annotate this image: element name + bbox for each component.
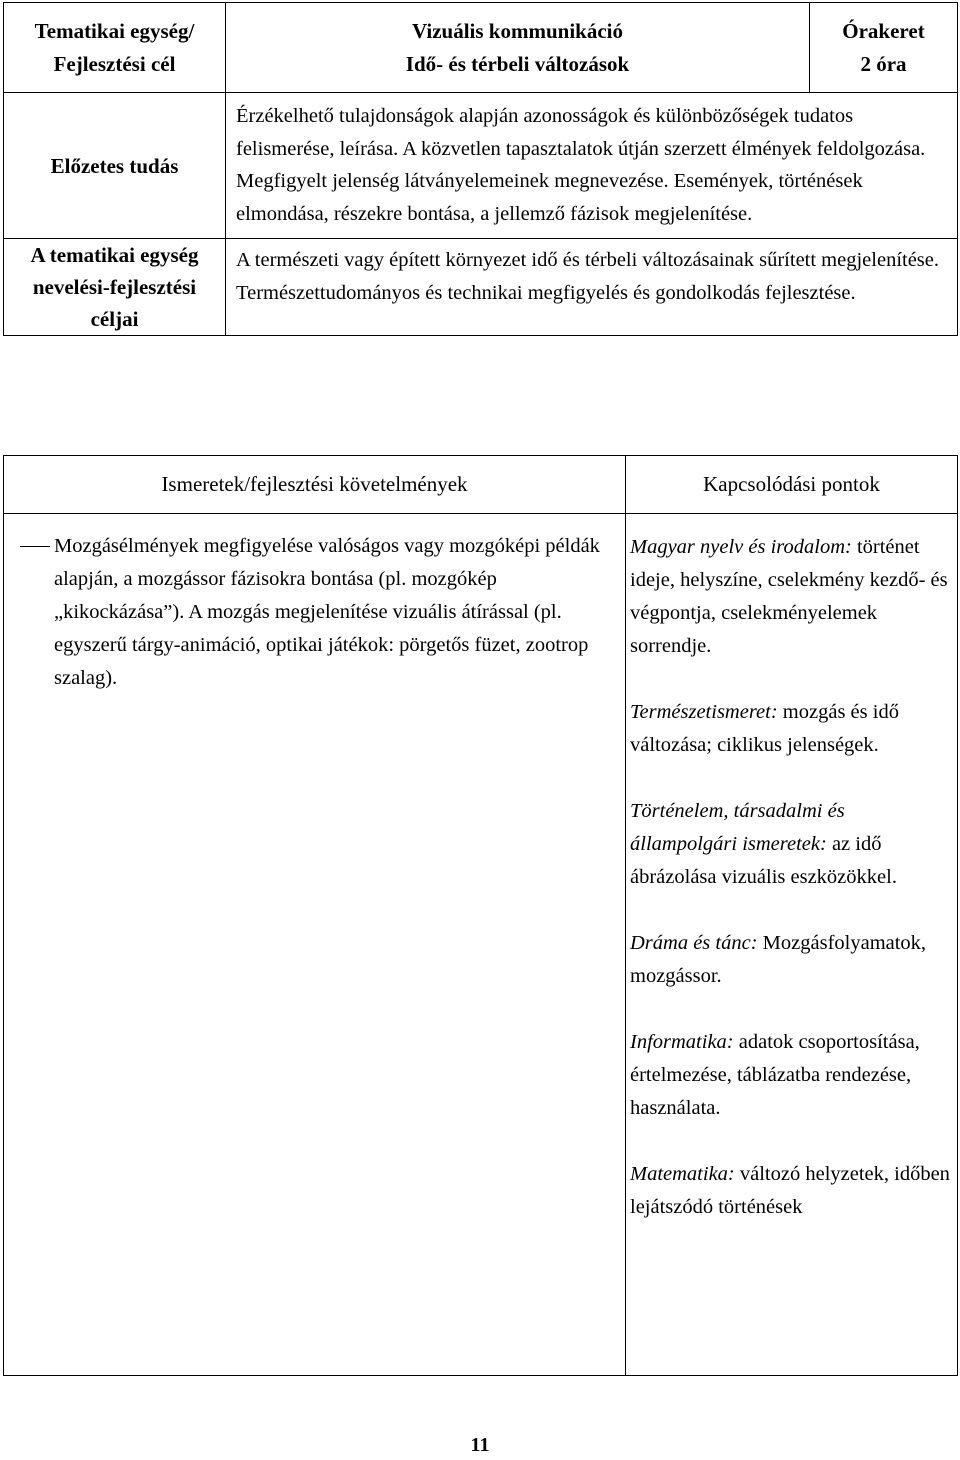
header-hours — [810, 3, 958, 93]
connection-drama — [630, 927, 951, 993]
connection-text: változó helyzetek, időben lejátszódó történések — [630, 1163, 950, 1218]
header-hours-label: Órakeret — [842, 18, 925, 43]
connection-informatics — [630, 1026, 951, 1125]
header-topic-unit-line1: Tematikai egység/ — [34, 18, 195, 43]
dash-bullet-icon — [20, 546, 50, 547]
connection-hungarian — [630, 531, 951, 663]
header-topic-title — [226, 3, 810, 93]
connection-subject: Dráma és tánc: — [630, 932, 758, 954]
connections-header: Kapcsolódási pontok — [626, 456, 958, 514]
header-topic-unit-line2: Fejlesztési cél — [53, 51, 176, 76]
connection-science — [630, 696, 951, 762]
connection-text: az idő ábrázolása vizuális eszközökkel. — [630, 833, 897, 888]
connection-text: mozgás és idő változása; ciklikus jelenségek. — [630, 701, 899, 756]
prior-knowledge-text: Érzékelhető tulajdonságok alapján azonosságok és különbözőségek tudatos felismerése, leírása. A közvetlen tapasztalatok útján szerzett élmények feldolgozása. Megfigyelt jelenség látványelemeinek megnevezése. Események, történések elmondása, részekre bontása, a jellemző fázisok megjelenítése. — [226, 93, 958, 239]
page-number: 11 — [470, 1434, 490, 1456]
requirements-table — [3, 455, 958, 1376]
connection-math — [630, 1158, 951, 1224]
requirements-header: Ismeretek/fejlesztési követelmények — [4, 456, 626, 514]
connection-subject: Természetismeret: — [630, 701, 778, 723]
header-hours-value: 2 óra — [860, 51, 907, 76]
goals-label — [4, 239, 226, 336]
connection-text: Mozgásfolyamatok, mozgássor. — [630, 932, 927, 987]
requirement-text: Mozgásélmények megfigyelése valóságos vagy mozgóképi példák alapján, a mozgássor fázisokra bontása (pl. mozgókép „kikockázása”). A mozgás megjelenítése vizuális átírással (pl. egyszerű tárgy-animáció, optikai játékok: pörgetős füzet, zootrop szalag). — [54, 535, 600, 689]
prior-knowledge-label: Előzetes tudás — [4, 93, 226, 239]
goals-label-line1: A tematikai egység — [30, 243, 199, 267]
topic-table — [3, 2, 958, 336]
goals-text: A természeti vagy épített környezet idő és térbeli változásainak sűrített megjelenítése. Természettudományos és technikai megfigyelés és gondolkodás fejlesztése. — [226, 239, 958, 336]
requirements-cell — [4, 514, 626, 1376]
goals-label-line2: nevelési-fejlesztési — [32, 275, 197, 299]
connection-subject: Informatika: — [630, 1031, 734, 1053]
goals-label-line3: céljai — [90, 307, 139, 331]
header-topic-title-line2: Idő- és térbeli változások — [405, 51, 630, 76]
connection-history — [630, 795, 951, 894]
requirement-item — [4, 514, 625, 1375]
connection-subject: Matematika: — [630, 1163, 735, 1185]
header-topic-title-line1: Vizuális kommunikáció — [411, 18, 623, 43]
connection-subject: Történelem, társadalmi és állampolgári ismeretek: — [630, 800, 845, 855]
header-topic-unit — [4, 3, 226, 93]
connection-text: történet ideje, helyszíne, cselekmény kezdő- és végpontja, cselekményelemek sorrendje. — [630, 536, 948, 657]
connections-cell — [626, 514, 958, 1376]
connection-text: adatok csoportosítása, értelmezése, táblázatba rendezése, használata. — [630, 1031, 920, 1119]
connection-subject: Magyar nyelv és irodalom: — [630, 536, 852, 558]
